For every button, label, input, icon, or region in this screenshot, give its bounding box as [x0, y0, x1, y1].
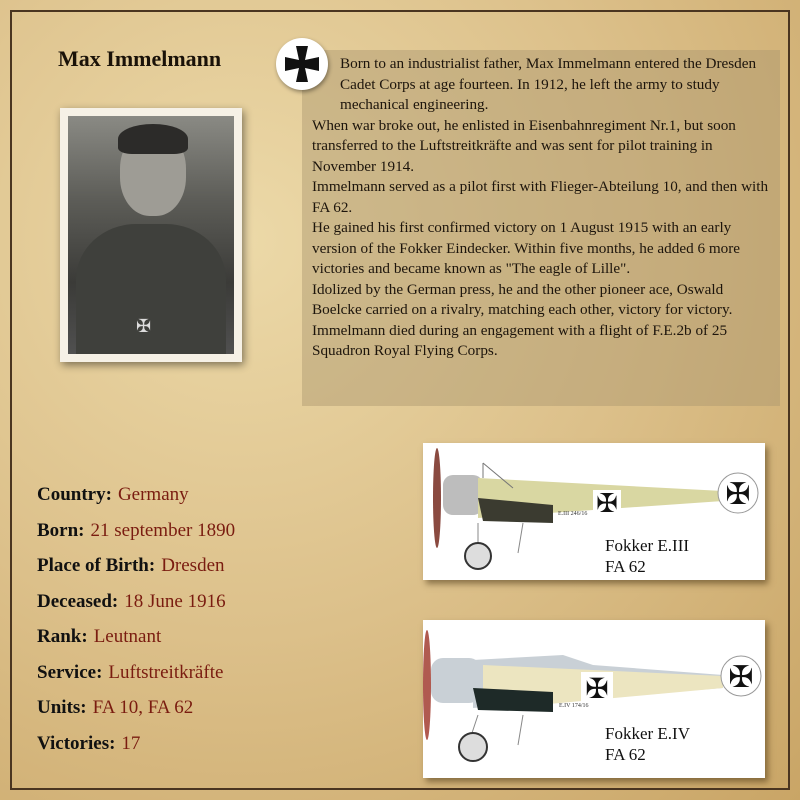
aircraft-unit: FA 62: [605, 557, 646, 576]
bio-paragraph: He gained his first confirmed victory on 1 August 1915 with an early version of the Fokker Eindecker. Within five months, he added 6 more victories and became known as "The eagle of Lille".: [312, 219, 741, 277]
svg-text:✠: ✠: [725, 478, 751, 511]
svg-text:✠: ✠: [585, 674, 609, 705]
fokker-e4-illustration: [423, 620, 765, 778]
aircraft-serial: E.IV 174/16: [559, 703, 589, 709]
aircraft-card-fokker-e4: [423, 620, 765, 778]
svg-text:✠: ✠: [596, 489, 618, 518]
aircraft-model: Fokker E.III: [605, 536, 690, 555]
bio-paragraph: Born to an industrialist father, Max Immelmann entered the Dresden Cadet Corps at age fourteen. In 1912, he left the army to study mechanical engineering.: [340, 55, 757, 113]
stat-service: Service: Luftstreitkräfte: [37, 661, 224, 683]
bio-paragraph: Immelmann died during an engagement with a flight of F.E.2b of 25 Squadron Royal Flying Corps.: [312, 321, 728, 359]
iron-cross-icon: [276, 38, 328, 90]
stats-list: [37, 482, 235, 766]
stat-place-of-birth: Place of Birth: Dresden: [37, 555, 225, 576]
page-title: Max Immelmann: [58, 46, 222, 71]
bio-paragraph: Idolized by the German press, he and the other pioneer ace, Oswald Boelcke carried on a rivalry, matching each other, victory for victory.: [312, 280, 733, 318]
portrait-photo: [60, 108, 242, 362]
aircraft-unit: FA 62: [605, 745, 646, 764]
aircraft-serial: E.III 246/16: [558, 511, 588, 517]
biography-panel: [302, 50, 780, 406]
stat-born: Born: 21 september 1890: [37, 519, 236, 541]
stat-victories: Victories: 17: [37, 732, 141, 754]
svg-text:✠: ✠: [728, 661, 754, 694]
stat-rank: Rank: Leutnant: [37, 626, 162, 647]
stat-deceased: Deceased: 18 June 1916: [37, 590, 226, 612]
bio-paragraph: Immelmann served as a pilot first with Flieger-Abteilung 10, and then with FA 62.: [312, 178, 769, 216]
iron-cross-medal-icon: ✠: [136, 316, 152, 336]
bio-paragraph: When war broke out, he enlisted in Eisenbahnregiment Nr.1, but soon transferred to the Luftstreitkräfte and was sent for pilot training in November 1914.: [312, 116, 736, 175]
aircraft-model: Fokker E.IV: [605, 724, 690, 743]
fokker-e3-illustration: [423, 443, 765, 580]
stat-country: Country: Germany: [37, 484, 189, 505]
stat-units: Units: FA 10, FA 62: [37, 697, 194, 718]
aircraft-card-fokker-e3: [423, 443, 765, 580]
